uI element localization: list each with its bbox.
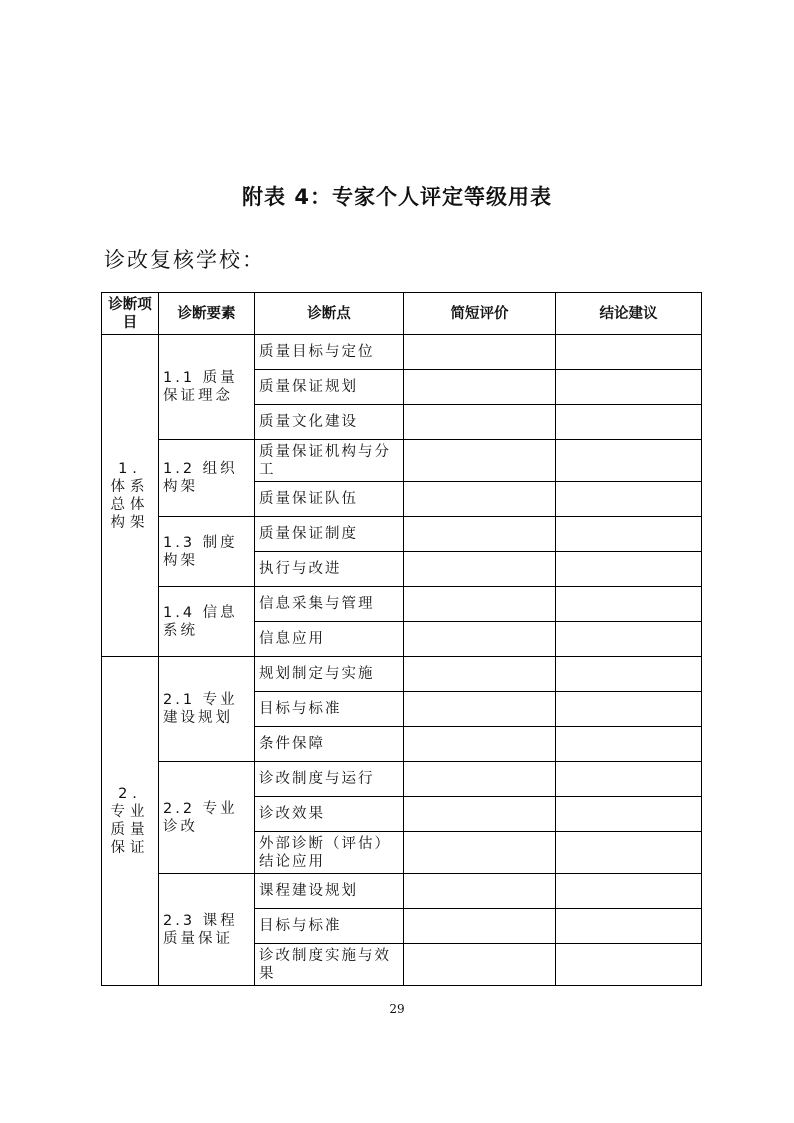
element-cell: 1.3 制度构架: [159, 517, 255, 587]
point-cell: 目标与标准: [255, 692, 404, 727]
conclusion-cell[interactable]: [556, 482, 702, 517]
point-cell: 信息采集与管理: [255, 587, 404, 622]
evaluation-cell[interactable]: [404, 762, 556, 797]
point-cell: 质量保证机构与分工: [255, 440, 404, 482]
school-label: 诊改复核学校：: [104, 248, 265, 272]
evaluation-cell[interactable]: [404, 335, 556, 370]
page-number: 29: [389, 1002, 405, 1016]
point-cell: 质量目标与定位: [255, 335, 404, 370]
element-cell: 1.2 组织构架: [159, 440, 255, 517]
conclusion-cell[interactable]: [556, 909, 702, 944]
header-point: 诊断点: [255, 293, 404, 335]
evaluation-cell[interactable]: [404, 727, 556, 762]
evaluation-cell[interactable]: [404, 692, 556, 727]
evaluation-cell[interactable]: [404, 944, 556, 986]
point-cell: 课程建设规划: [255, 874, 404, 909]
conclusion-cell[interactable]: [556, 405, 702, 440]
point-cell: 诊改效果: [255, 797, 404, 832]
conclusion-cell[interactable]: [556, 622, 702, 657]
document-title: 附表 4：专家个人评定等级用表: [242, 185, 552, 209]
evaluation-cell[interactable]: [404, 552, 556, 587]
header-element: 诊断要素: [159, 293, 255, 335]
table-row: [102, 335, 702, 370]
conclusion-cell[interactable]: [556, 335, 702, 370]
conclusion-cell[interactable]: [556, 440, 702, 482]
evaluation-cell[interactable]: [404, 797, 556, 832]
evaluation-cell[interactable]: [404, 657, 556, 692]
item-cell: 1. 体系总体构架: [102, 335, 159, 657]
element-cell: 2.3 课程质量保证: [159, 874, 255, 986]
conclusion-cell[interactable]: [556, 944, 702, 986]
point-cell: 质量保证制度: [255, 517, 404, 552]
evaluation-cell[interactable]: [404, 405, 556, 440]
point-cell: 质量文化建设: [255, 405, 404, 440]
conclusion-cell[interactable]: [556, 657, 702, 692]
table-row: [102, 517, 702, 552]
evaluation-cell[interactable]: [404, 832, 556, 874]
point-cell: 信息应用: [255, 622, 404, 657]
point-cell: 条件保障: [255, 727, 404, 762]
table-row: [102, 762, 702, 797]
point-cell: 目标与标准: [255, 909, 404, 944]
evaluation-cell[interactable]: [404, 909, 556, 944]
element-cell: 2.1 专业建设规划: [159, 657, 255, 762]
header-brief-evaluation: 简短评价: [404, 293, 556, 335]
header-conclusion: 结论建议: [556, 293, 702, 335]
conclusion-cell[interactable]: [556, 727, 702, 762]
table-row: [102, 874, 702, 909]
table-row: [102, 657, 702, 692]
conclusion-cell[interactable]: [556, 692, 702, 727]
evaluation-cell[interactable]: [404, 874, 556, 909]
element-cell: 2.2 专业诊改: [159, 762, 255, 874]
evaluation-cell[interactable]: [404, 517, 556, 552]
conclusion-cell[interactable]: [556, 832, 702, 874]
conclusion-cell[interactable]: [556, 587, 702, 622]
conclusion-cell[interactable]: [556, 517, 702, 552]
point-cell: 质量保证规划: [255, 370, 404, 405]
evaluation-table: [101, 292, 702, 986]
point-cell: 质量保证队伍: [255, 482, 404, 517]
conclusion-cell[interactable]: [556, 370, 702, 405]
conclusion-cell[interactable]: [556, 762, 702, 797]
conclusion-cell[interactable]: [556, 552, 702, 587]
conclusion-cell[interactable]: [556, 797, 702, 832]
point-cell: 外部诊断（评估）结论应用: [255, 832, 404, 874]
element-cell: 1.4 信息系统: [159, 587, 255, 657]
table-row: [102, 587, 702, 622]
table-row: [102, 440, 702, 482]
point-cell: 规划制定与实施: [255, 657, 404, 692]
evaluation-cell[interactable]: [404, 482, 556, 517]
table-header-row: [102, 293, 702, 335]
point-cell: 诊改制度与运行: [255, 762, 404, 797]
element-cell: 1.1 质量保证理念: [159, 335, 255, 440]
item-cell: 2. 专业质量保证: [102, 657, 159, 986]
conclusion-cell[interactable]: [556, 874, 702, 909]
evaluation-cell[interactable]: [404, 587, 556, 622]
evaluation-cell[interactable]: [404, 370, 556, 405]
point-cell: 执行与改进: [255, 552, 404, 587]
evaluation-cell[interactable]: [404, 622, 556, 657]
header-item: 诊断项目: [102, 293, 159, 335]
point-cell: 诊改制度实施与效果: [255, 944, 404, 986]
evaluation-cell[interactable]: [404, 440, 556, 482]
